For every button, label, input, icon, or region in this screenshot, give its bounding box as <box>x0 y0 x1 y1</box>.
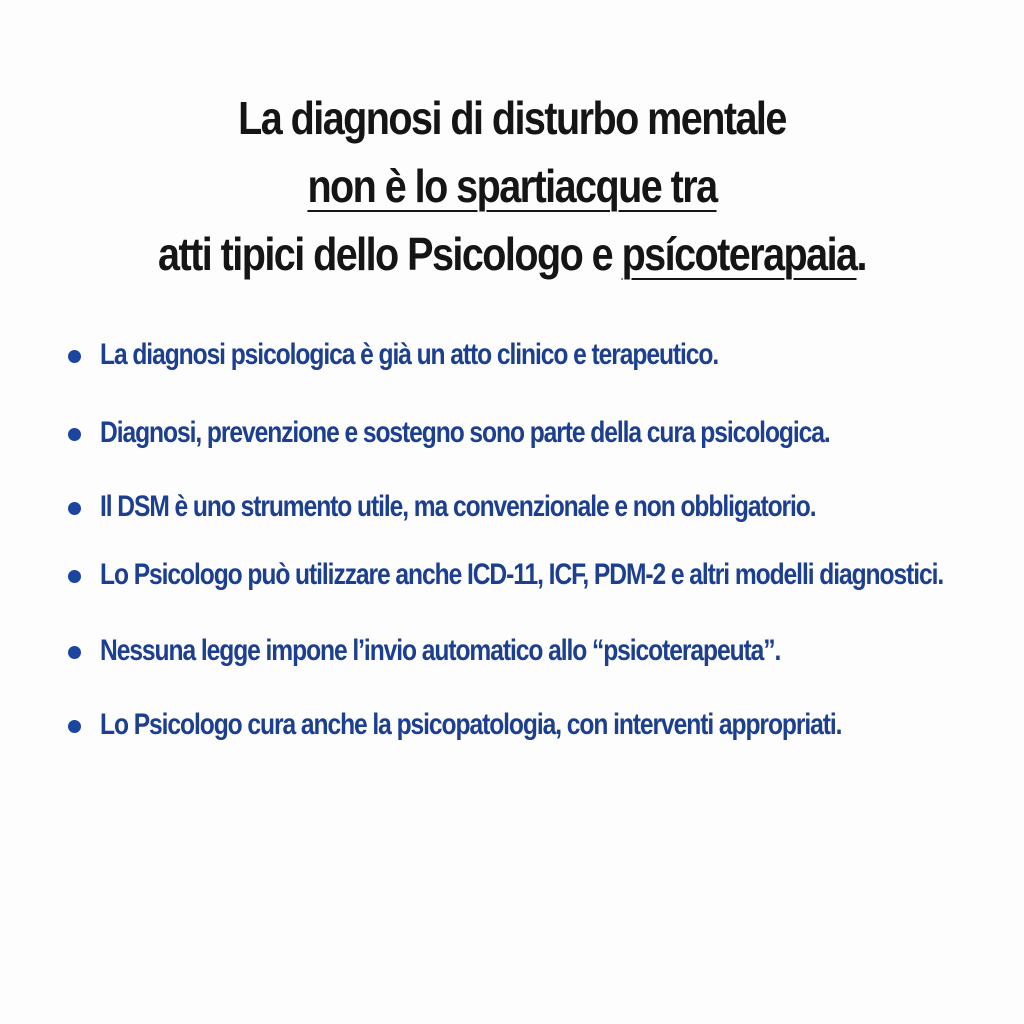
bullet-text: Lo Psicologo cura anche la psicopatologia, con interventi appropriati. <box>100 708 842 741</box>
title-line-3-underlined: psícoterapaia <box>621 228 857 280</box>
title-line-2: non è lo spartiacque tra <box>307 160 717 212</box>
bullet-text: Nessuna legge impone l’invio automatico allo “psicoterapeuta”. <box>100 634 781 667</box>
title-line-1: La diagnosi di disturbo mentale <box>238 92 786 144</box>
bullet-text: Il DSM è uno strumento utile, ma convenzionale e non obbligatorio. <box>100 490 816 523</box>
page-title <box>106 84 918 288</box>
bullet-dot-icon <box>68 502 81 515</box>
title-line-3 <box>106 220 918 288</box>
bullet-dot-icon <box>68 350 81 363</box>
bullet-dot-icon <box>68 646 81 659</box>
bullet-dot-icon <box>68 570 81 583</box>
bullet-dot-icon <box>68 720 81 733</box>
bullet-dot-icon <box>68 428 81 441</box>
list-item <box>64 336 964 374</box>
bullet-text: La diagnosi psicologica è già un atto clinico e terapeutico. <box>100 338 719 371</box>
bullet-text: Diagnosi, prevenzione e sostegno sono parte della cura psicologica. <box>100 416 830 449</box>
bullet-list <box>64 336 964 744</box>
list-item <box>64 556 964 594</box>
list-item <box>64 706 964 744</box>
list-item <box>64 414 964 452</box>
bullet-text: Lo Psicologo può utilizzare anche ICD-11, ICF, PDM-2 e altri modelli diagnostici. <box>100 558 944 591</box>
title-line-3-prefix: atti tipici dello Psicologo e <box>158 228 622 280</box>
list-item <box>64 488 964 526</box>
list-item <box>64 632 964 670</box>
title-line-3-suffix: . <box>856 228 866 280</box>
